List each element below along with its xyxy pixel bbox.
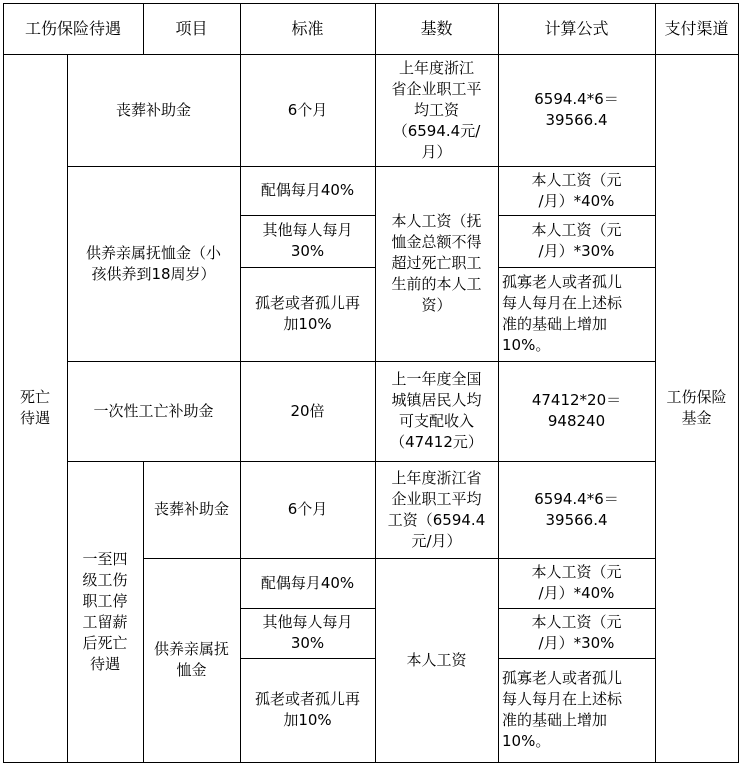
- vline-formula-payment: [655, 3, 656, 762]
- level1to4-dependents-base: 本人工资: [406, 650, 467, 669]
- level1to4-orphan-formula: 孤寡老人或者孤儿 每人每月在上述标 准的基础上增加 10%。: [502, 669, 623, 750]
- other-dependents-formula: 本人工资（元 /月）*30%: [531, 221, 622, 260]
- lump-sum-subsidy-item: 一次性工亡补助金: [93, 401, 214, 420]
- level1to4-spouse-standard: 配偶每月40%: [260, 573, 355, 592]
- hline-dep-other-formula: [498, 267, 655, 268]
- vline-group-item: [143, 461, 144, 762]
- lump-sum-subsidy-base: 上一年度全国 城镇居民人均 可支配收入 （47412元）: [390, 370, 483, 451]
- hline-after-lumpsum: [67, 461, 655, 462]
- hline-after-dependents: [67, 361, 655, 362]
- level1to4-funeral-item: 丧葬补助金: [153, 500, 229, 518]
- header-standard: 标准: [291, 19, 324, 38]
- level1to4-funeral-formula: 6594.4*6＝ 39566.4: [534, 489, 619, 529]
- other-dependents-standard: 其他每人每月 30%: [262, 221, 353, 260]
- header-item: 项目: [175, 19, 208, 38]
- table-border-right: [738, 3, 739, 763]
- hline-dep-spouse-formula: [498, 215, 655, 216]
- table-border-top: [3, 3, 739, 4]
- level1to4-other-standard: 其他每人每月 30%: [262, 613, 353, 652]
- funeral-subsidy-base: 上年度浙江 省企业职工平 均工资 （6594.4元/ 月）: [391, 58, 482, 161]
- header-base: 基数: [420, 19, 453, 38]
- orphan-standard: 孤老或者孤儿再 加10%: [254, 294, 360, 333]
- level1to4-other-formula: 本人工资（元 /月）*30%: [531, 613, 622, 652]
- hline-lvl-other-std: [240, 658, 375, 659]
- hline-dep-other-std: [240, 267, 375, 268]
- level1to4-dependents-item: 供养亲属抚 恤金: [153, 640, 229, 679]
- hline-lvl-other-formula: [498, 658, 655, 659]
- vline-header-col1: [143, 3, 144, 55]
- table-border-left: [3, 3, 4, 763]
- level1to4-funeral-standard: 6个月: [287, 500, 328, 518]
- vline-standard-base: [375, 3, 376, 762]
- vline-category: [67, 54, 68, 762]
- table-border-bottom: [3, 762, 739, 763]
- spouse-formula: 本人工资（元 /月）*40%: [531, 170, 622, 210]
- funeral-subsidy-formula: 6594.4*6＝ 39566.4: [534, 90, 619, 129]
- header-category: 工伤保险待遇: [24, 19, 121, 38]
- funeral-subsidy-standard: 6个月: [287, 100, 328, 119]
- dependents-pension-item: 供养亲属抚恤金（小 孩供养到18周岁）: [85, 243, 221, 283]
- level1to4-orphan-standard: 孤老或者孤儿再 加10%: [254, 690, 360, 729]
- hline-after-level-funeral: [143, 558, 655, 559]
- lump-sum-subsidy-formula: 47412*20＝ 948240: [531, 391, 622, 430]
- level1to4-spouse-formula: 本人工资（元 /月）*40%: [531, 563, 622, 602]
- vline-item-standard: [240, 3, 241, 762]
- dependents-pension-base: 本人工资（抚 恤金总额不得 超过死亡职工 生前的本人工 资）: [391, 212, 482, 314]
- death-benefits-category: 死亡 待遇: [19, 388, 50, 427]
- spouse-standard: 配偶每月40%: [260, 181, 355, 199]
- header-payment: 支付渠道: [664, 19, 729, 38]
- orphan-formula: 孤寡老人或者孤儿 每人每月在上述标 准的基础上增加 10%。: [502, 273, 623, 354]
- vline-base-formula: [498, 3, 499, 762]
- level1to4-funeral-base: 上年度浙江省 企业职工平均 工资（6594.4 元/月）: [387, 468, 486, 550]
- hline-after-funeral: [67, 166, 655, 167]
- payment-channel: 工伤保险 基金: [666, 388, 727, 427]
- level1to4-group-label: 一至四 级工伤 职工停 工留薪 后死亡 待遇: [82, 549, 128, 673]
- funeral-subsidy-item: 丧葬补助金: [115, 100, 191, 119]
- hline-lvl-spouse-std: [240, 608, 375, 609]
- hline-dep-spouse-std: [240, 215, 375, 216]
- header-formula: 计算公式: [544, 19, 609, 38]
- hline-lvl-spouse-formula: [498, 608, 655, 609]
- lump-sum-subsidy-standard: 20倍: [290, 401, 325, 420]
- header-divider: [3, 54, 739, 55]
